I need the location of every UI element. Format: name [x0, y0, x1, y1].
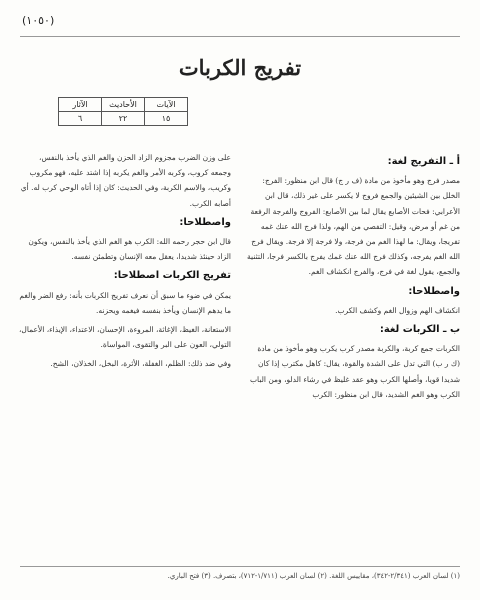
stats-value-row [59, 112, 188, 126]
paragraph: انكشاف الهم وزوال الغم وكشف الكرب. [335, 305, 460, 315]
stats-header-cell: الآثار [59, 98, 102, 112]
stats-value-cell: ١٥ [145, 112, 188, 126]
right-column [247, 150, 460, 406]
paragraph: قال ابن حجر رحمه الله: الكرب هو الغم الذي يأخذ بالنفس، ويكون الزاد حينئذ شديدا، يعقل معه الإنسان وتطمئن نفسه. [28, 237, 231, 262]
footnote-divider [20, 566, 460, 567]
section-heading: واصطلاحا: [179, 216, 231, 228]
stats-header-cell: الأحاديث [102, 98, 145, 112]
page-title: تفريج الكربات [178, 55, 302, 80]
paragraph: الاستعانة، الغيظ، الإغاثة، المروءة، الإحسان، الاعتداء، الإيذاء، الأعمال، التولي، العون على البر والتقوى، المواساة. [19, 325, 231, 350]
paragraph: يمكن في ضوء ما سبق أن نعرف تفريج الكربات بأنه: رفع الضر والغم ما يدهم الإنسان ويأخذ بنفسه فيغمه ويحزنه. [19, 290, 231, 315]
footnotes: (١) لسان العرب (٢/٣٤١-٣٤٢)، مقاييس اللغة. (٢) لسان العرب (١/٧١١-٧١٢)، بتصرف. (٣) فتح الباري. [167, 572, 460, 580]
section-heading: ب ـ الكربات لغة: [379, 324, 460, 336]
paragraph: على وزن الضرب مجزوم الزاد الحزن والغم الذي يأخذ بالنفس، وجمعه كروب، وكربه الأمر والغم يكربه إذا اشتد عليه، فهو مكروب وكريب، والاسم الكربة، وفي الحديث: كان إذا أتاه الوحي كرب له. أي أصابه الكرب. [20, 153, 231, 208]
stats-value-cell: ٦ [59, 112, 102, 126]
paragraph: مصدر فرج وهو مأخوذ من مادة (ف ر ج) قال ابن منظور: الفرج: الخلل بين الشيئين والجمع فروج لا يكسر على غير ذلك، قال ابن الأعرابي: فحات الأصابع يقال لما بين الأصابع: الفروج والفرجة الرفعة من غم أو مرض، وقيل: التفصي من الهم، ولذا فرج الله عنك غمه تفريجا، ويقال: ما لهذا الغم من فرجة، ولا فرجة إلا فرجة. ويقال فرج الله الغم يفرجه، وكذلك فرج الله عنك غمك يفرج بالكسر فرجا، التثنية والجمع، يقول لغة في فرج، والفرج انكشاف الغم. [247, 176, 460, 277]
stats-header-cell: الآيات [145, 98, 188, 112]
paragraph: وفي ضد ذلك: الظلم، الغفلة، الأثرة، البخل، الخذلان، الشح. [50, 359, 231, 369]
section-heading: أ ـ التفريج لغة: [387, 156, 460, 167]
section-heading: تفريج الكربات اصطلاحا: [113, 270, 231, 282]
section-heading: واصطلاحا: [408, 285, 460, 297]
stats-value-cell: ٢٢ [102, 112, 145, 126]
left-column [18, 150, 231, 376]
header-divider [20, 36, 460, 37]
stats-header-row [59, 98, 188, 112]
stats-table [58, 97, 188, 126]
paragraph: الكربات جمع كربة، والكربة مصدر كرب يكرب وهو مأخوذ من مادة (ك ر ب) التي تدل على الشدة والقوة، يقال: كاهل مكترب إذا كان شديدا قويا، وأصلها الكرب وهو عقد غليظ في رشاء الدلو، ومن الباب الكرب وهو الغم الشديد، قال ابن منظور: الكرب [249, 344, 460, 399]
page-number: (١٠٥٠) [22, 14, 55, 27]
